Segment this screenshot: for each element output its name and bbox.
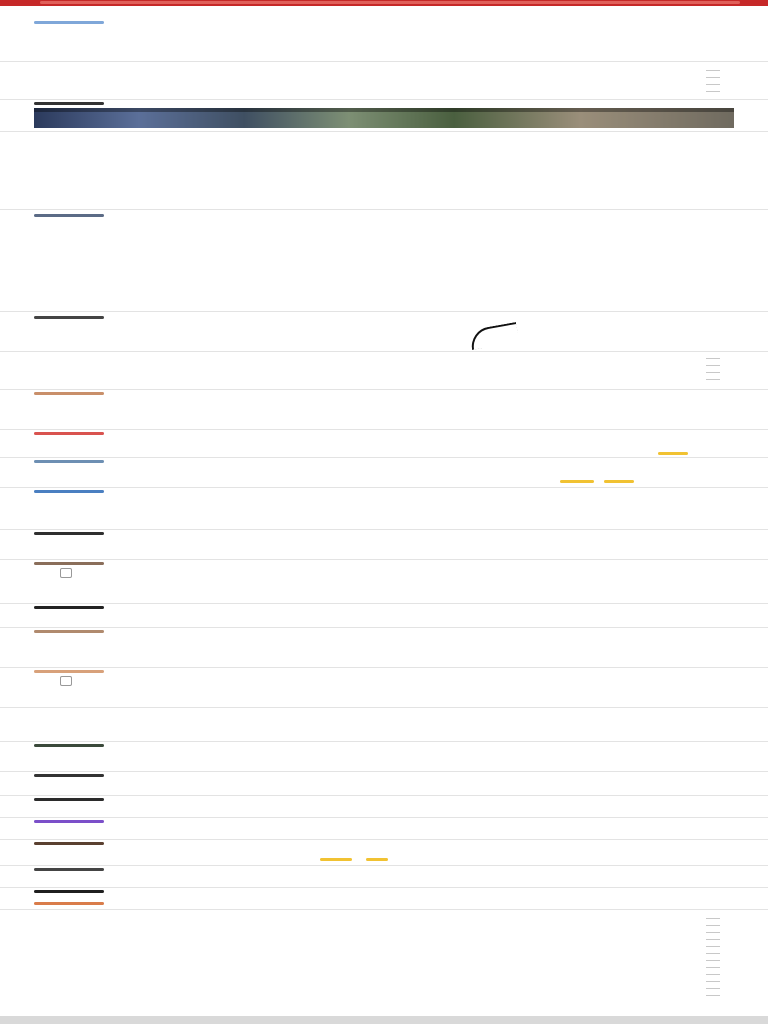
news-entry[interactable]: [0, 604, 768, 628]
entry-thumbnail[interactable]: [34, 21, 104, 24]
photo-banner-image[interactable]: [34, 108, 734, 128]
entry-body: [34, 134, 720, 208]
news-entry[interactable]: [0, 772, 768, 796]
link-item[interactable]: [34, 354, 720, 366]
link-item[interactable]: [34, 66, 720, 78]
entry-thumbnail[interactable]: [34, 710, 104, 713]
entry-thumbnail[interactable]: [34, 490, 104, 493]
entry-thumbnail[interactable]: [34, 606, 104, 609]
news-entry[interactable]: [0, 430, 768, 458]
entry-body: [34, 722, 720, 740]
entry-headline[interactable]: [124, 490, 720, 502]
entry-thumbnail[interactable]: [34, 744, 104, 747]
highlight-mark: [320, 858, 352, 861]
link-list-markers: [706, 70, 720, 98]
link-list: [0, 62, 768, 100]
link-item[interactable]: [34, 368, 720, 388]
link-list-markers: [706, 918, 720, 1002]
news-entry[interactable]: [0, 458, 768, 488]
entry-body: [34, 40, 720, 60]
entry-body: [34, 892, 720, 908]
entry-body: [34, 822, 720, 838]
entry-thumbnail[interactable]: [34, 460, 104, 463]
highlight-mark: [604, 480, 634, 483]
entry-body: [34, 434, 720, 456]
highlight-mark: [658, 452, 688, 455]
document-icon: [60, 676, 72, 686]
news-entry[interactable]: [0, 888, 768, 910]
entry-body: [34, 800, 720, 816]
link-item[interactable]: [34, 914, 720, 962]
entry-headline[interactable]: [124, 100, 720, 108]
entry-body: [96, 574, 720, 602]
footer-bar: [0, 1016, 768, 1024]
news-entry[interactable]: [0, 312, 768, 352]
document-icon: [60, 568, 72, 578]
entry-thumbnail[interactable]: [34, 392, 104, 395]
news-entry[interactable]: [0, 796, 768, 818]
entry-body: [34, 404, 720, 428]
link-list-markers: [706, 358, 720, 386]
banner-shade: [34, 108, 734, 112]
entry-body: [34, 756, 720, 770]
entry-body: [34, 472, 720, 486]
highlight-mark: [560, 480, 594, 483]
entry-headline[interactable]: [124, 710, 720, 722]
news-entry[interactable]: [0, 390, 768, 430]
link-item[interactable]: [34, 80, 720, 98]
entry-body: [34, 776, 720, 794]
header-sheen: [40, 1, 740, 4]
news-entry[interactable]: [0, 668, 768, 708]
entry-headline[interactable]: [34, 26, 720, 38]
news-entry[interactable]: [0, 628, 768, 668]
entry-thumbnail[interactable]: [34, 670, 104, 673]
entry-headline[interactable]: [124, 460, 720, 472]
news-entry[interactable]: [0, 818, 768, 840]
entry-body: [34, 870, 720, 886]
entry-thumbnail[interactable]: [34, 902, 104, 905]
news-entry[interactable]: [0, 742, 768, 772]
entry-headline[interactable]: [96, 630, 720, 642]
entry-body: [96, 672, 720, 706]
news-entry[interactable]: [0, 866, 768, 888]
news-entry[interactable]: [0, 210, 768, 312]
entry-body: [34, 226, 720, 310]
entry-headline[interactable]: [124, 744, 720, 756]
entry-body: [34, 502, 720, 528]
entry-headline[interactable]: [124, 392, 720, 404]
highlight-mark: [366, 858, 388, 861]
entry-body: [34, 328, 720, 350]
entry-thumbnail[interactable]: [34, 316, 104, 319]
news-entry[interactable]: [0, 14, 768, 62]
entry-headline[interactable]: [124, 562, 720, 574]
entry-body: [34, 844, 720, 864]
link-list: [0, 352, 768, 390]
entry-body: [124, 608, 720, 626]
entry-headline[interactable]: [124, 212, 720, 224]
news-entry[interactable]: [0, 708, 768, 742]
news-entry[interactable]: [0, 132, 768, 210]
entry-thumbnail[interactable]: [34, 630, 104, 633]
entry-thumbnail[interactable]: [34, 562, 104, 565]
news-entry[interactable]: [0, 560, 768, 604]
entry-thumbnail[interactable]: [34, 102, 104, 105]
link-list: [0, 910, 768, 1010]
entry-headline[interactable]: [124, 314, 720, 326]
news-entry[interactable]: [0, 840, 768, 866]
entry-thumbnail[interactable]: [34, 214, 104, 217]
link-item[interactable]: [34, 964, 720, 1008]
entry-body: [34, 642, 720, 666]
news-entry[interactable]: [0, 530, 768, 560]
top-header-bar: [0, 0, 768, 6]
news-entry[interactable]: [0, 488, 768, 530]
entry-body: [34, 534, 720, 558]
